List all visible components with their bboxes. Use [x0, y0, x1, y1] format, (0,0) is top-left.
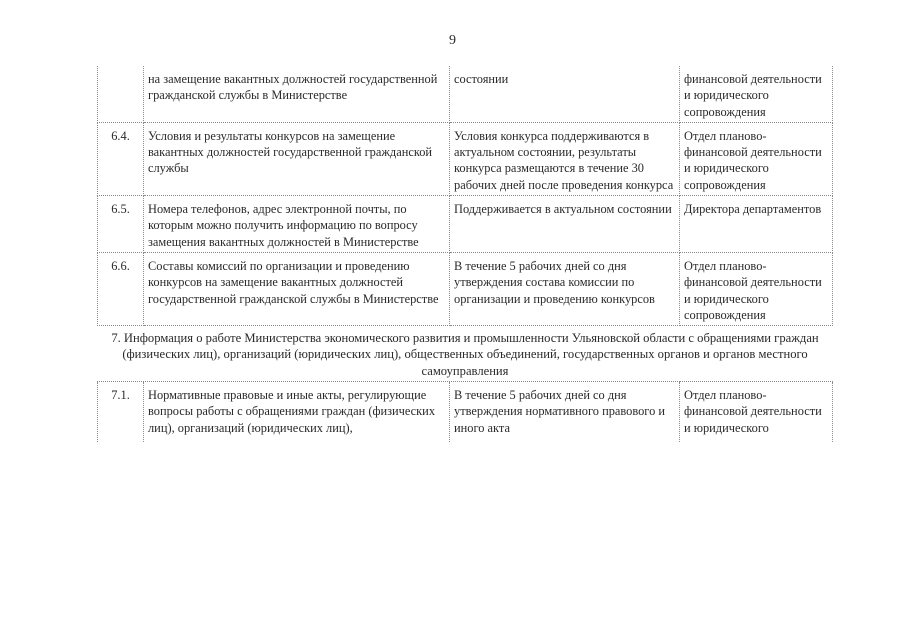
section-heading-row — [98, 326, 833, 382]
row-responsible: Отдел планово-финансовой деятельности и юридического — [680, 382, 833, 442]
row-responsible: Отдел планово-финансовой деятельности и юридического сопровождения — [680, 122, 833, 195]
row-item: Составы комиссий по организации и проведению конкурсов на замещение вакантных должностей государственной гражданской службы в Министерстве — [144, 252, 450, 325]
information-table — [97, 66, 833, 442]
page-number: 9 — [449, 33, 456, 48]
table-row — [98, 122, 833, 195]
table-row — [98, 196, 833, 253]
table-row — [98, 252, 833, 325]
row-number: 7.1. — [98, 382, 144, 442]
row-number: 6.4. — [98, 122, 144, 195]
row-responsible: Директора департаментов — [680, 196, 833, 253]
row-item: Нормативные правовые и иные акты, регулирующие вопросы работы с обращениями граждан (физических лиц), организаций (юридических лиц), — [144, 382, 450, 442]
row-item: на замещение вакантных должностей государственной гражданской службы в Министерстве — [144, 66, 450, 122]
table-row — [98, 382, 833, 442]
row-responsible: финансовой деятельности и юридического сопровождения — [680, 66, 833, 122]
row-term: состоянии — [450, 66, 680, 122]
row-term: В течение 5 рабочих дней со дня утверждения состава комиссии по организации и проведению конкурсов — [450, 252, 680, 325]
row-number — [98, 66, 144, 122]
section-7-title: 7. Информация о работе Министерства экономического развития и промышленности Ульяновской области с обращениями граждан (физических лиц), организаций (юридических лиц), общественных объединений, государственных органов и органов местного самоуправления — [98, 326, 833, 382]
row-item: Условия и результаты конкурсов на замещение вакантных должностей государственной гражданской службы — [144, 122, 450, 195]
table-row — [98, 66, 833, 122]
row-responsible: Отдел планово-финансовой деятельности и юридического сопровождения — [680, 252, 833, 325]
row-number: 6.6. — [98, 252, 144, 325]
row-term: Условия конкурса поддерживаются в актуальном состоянии, результаты конкурса размещаются в течение 30 рабочих дней после проведения конкурса — [450, 122, 680, 195]
row-item: Номера телефонов, адрес электронной почты, по которым можно получить информацию по вопросу замещения вакантных должностей в Министерстве — [144, 196, 450, 253]
row-number: 6.5. — [98, 196, 144, 253]
row-term: В течение 5 рабочих дней со дня утверждения нормативного правового и иного акта — [450, 382, 680, 442]
row-term: Поддерживается в актуальном состоянии — [450, 196, 680, 253]
